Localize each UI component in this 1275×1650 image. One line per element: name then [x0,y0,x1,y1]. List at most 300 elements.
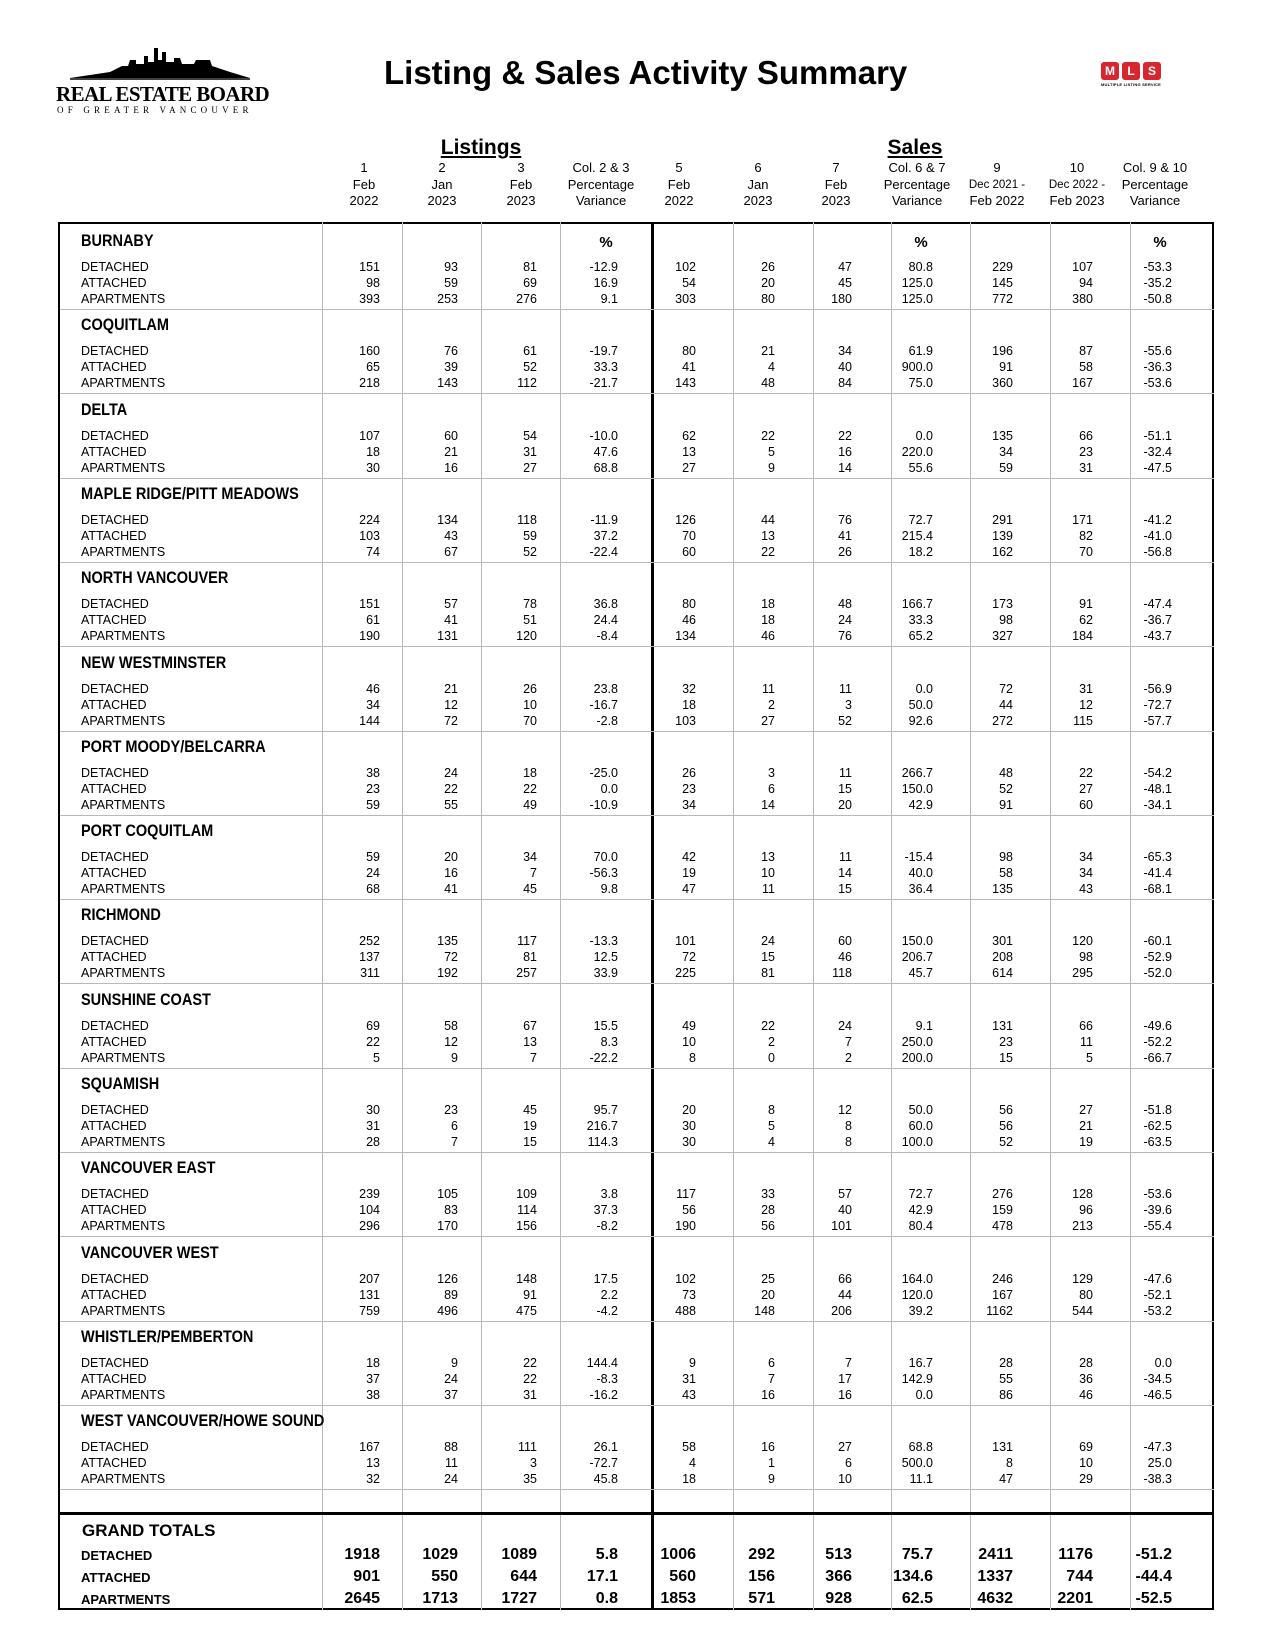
area-separator [60,1405,1214,1406]
table-cell: -11.9 [590,512,618,527]
table-cell: 86 [999,1387,1013,1402]
city-skyline-icon [70,44,250,80]
table-cell: 21 [761,344,775,359]
row-label: ATTACHED [81,360,147,375]
table-cell: 9.8 [600,882,618,897]
table-cell: 126 [437,1271,458,1286]
table-cell: 6 [768,781,775,796]
table-cell: 10 [838,1472,852,1487]
row-label: ATTACHED [81,866,147,881]
table-cell: -2.8 [596,713,618,728]
grand-total-cell: 75.7 [901,1546,933,1563]
table-cell: -48.1 [1143,781,1172,796]
table-cell: 37 [444,1387,458,1402]
column-header-line1: Feb [824,176,848,192]
table-cell: 51 [523,613,537,628]
table-cell: -51.1 [1143,428,1172,443]
area-separator [60,1068,1214,1069]
table-cell: 24 [761,934,775,949]
area-separator [60,646,1214,647]
table-cell: 900.0 [901,360,933,375]
table-cell: -60.1 [1143,934,1172,949]
table-cell: 18 [523,765,537,780]
row-label: APARTMENTS [81,1219,166,1234]
table-cell: 22 [523,781,537,796]
table-cell: 167 [359,1440,380,1455]
row-label: DETACHED [81,1271,149,1286]
table-cell: 41 [682,360,696,375]
grand-total-row-label: DETACHED [81,1548,153,1563]
table-cell: 26 [838,544,852,559]
table-cell: -12.9 [589,260,618,274]
table-cell: 59 [366,797,380,812]
table-cell: -52.2 [1143,1034,1172,1049]
row-label: ATTACHED [81,1119,147,1133]
area-separator [60,815,1214,816]
table-cell: 151 [359,597,380,612]
table-cell: 21 [1079,1119,1093,1133]
table-cell: 22 [838,428,852,443]
table-cell: 28 [1079,1355,1093,1370]
grand-total-cell: 550 [431,1568,458,1585]
column-header-line1: Jan [431,176,453,192]
table-cell: 120.0 [901,1287,933,1302]
table-cell: -22.4 [589,544,618,559]
table-cell: 1 [768,1456,775,1471]
table-cell: 91 [999,360,1013,375]
table-cell: 15 [761,950,775,965]
row-label: ATTACHED [81,697,147,712]
table-cell: 23 [999,1034,1013,1049]
table-cell: 20 [682,1103,696,1117]
table-cell: 296 [359,1219,380,1234]
area-name: VANCOUVER EAST [81,1159,216,1178]
table-cell: 20 [444,850,458,865]
table-cell: 272 [992,713,1013,728]
grand-total-cell: 134.6 [892,1568,933,1585]
table-cell: 135 [992,882,1013,897]
page-title: Listing & Sales Activity Summary [384,54,908,91]
column-header-line2: Variance [575,193,627,208]
table-cell: 80 [761,292,775,306]
table-cell: 39 [444,360,458,375]
table-cell: 14 [838,460,852,475]
column-header [884,160,951,210]
table-cell: 87 [1079,344,1093,359]
table-cell: 4 [689,1456,696,1471]
area-separator [60,983,1214,984]
table-cell: 34 [838,344,852,359]
area-separator [60,899,1214,900]
table-cell: 10 [761,866,775,881]
table-cell: -53.6 [1143,1187,1172,1202]
table-cell: 380 [1072,292,1093,306]
table-cell: 61 [523,344,537,359]
column-header-line2: Feb 2022 [969,193,1025,208]
table-cell: 40 [838,1203,852,1218]
table-cell: 72.7 [908,1187,933,1202]
table-cell: 206.7 [901,950,933,965]
table-cell: 46 [838,950,852,965]
table-cell: 81 [761,966,775,981]
table-cell: 91 [1079,597,1093,612]
table-cell: 22 [523,1371,537,1386]
table-cell: 28 [761,1203,775,1218]
table-cell: 107 [1072,260,1093,274]
table-cell: 18 [682,1472,696,1487]
table-cell: 148 [516,1271,537,1286]
table-cell: 311 [360,966,380,981]
table-cell: 36 [1079,1371,1093,1386]
table-cell: 34 [366,697,380,712]
table-cell: 15 [999,1050,1013,1065]
table-cell: 23 [682,781,696,796]
column-header [568,160,635,210]
table-cell: 31 [523,1387,537,1402]
table-cell: 107 [359,428,380,443]
table-cell: 55.6 [908,460,933,475]
table-cell: 67 [523,1018,537,1033]
table-cell: 120 [516,629,537,644]
table-cell: 103 [675,713,696,728]
table-cell: 23.8 [593,681,618,696]
table-cell: 80 [682,344,696,359]
table-cell: 32 [366,1472,380,1487]
table-cell: -15.4 [904,850,933,865]
row-label: ATTACHED [81,1371,147,1386]
table-cell: -8.3 [596,1371,618,1386]
column-header-line2: 2023 [743,193,773,208]
row-label: ATTACHED [81,1287,147,1302]
table-cell: 68.8 [593,460,618,475]
area-name: NORTH VANCOUVER [81,569,229,588]
area-separator [60,309,1214,310]
table-cell: 60 [1079,797,1093,812]
table-cell: 80 [1079,1287,1093,1302]
table-cell: 9 [689,1355,696,1370]
table-cell: 12 [444,1034,458,1049]
area-name: VANCOUVER WEST [81,1243,219,1262]
table-cell: 24 [444,765,458,780]
table-cell: 16 [761,1387,775,1402]
table-cell: 114 [517,1203,537,1218]
table-cell: 15 [838,882,852,897]
table-cell: 35 [523,1472,537,1487]
table-cell: 0.0 [915,681,933,696]
table-cell: -52.0 [1143,966,1172,981]
column-header-num: Col. 9 & 10 [1122,160,1188,175]
table-cell: -53.3 [1143,260,1172,274]
table-cell: 295 [1072,966,1093,981]
table-cell: 156 [516,1219,537,1234]
grand-total-cell: 1176 [1058,1546,1093,1563]
table-cell: 88 [444,1440,458,1455]
table-cell: 16 [444,866,458,881]
table-cell: 59 [366,850,380,865]
table-cell: 11 [762,681,775,696]
table-cell: 56 [761,1219,775,1234]
table-cell: 60.0 [908,1119,933,1133]
table-cell: 50.0 [908,697,933,712]
table-cell: 9 [768,460,775,475]
grand-total-row-label: APARTMENTS [81,1592,171,1607]
table-cell: 30 [366,1103,380,1117]
table-cell: 9 [451,1355,458,1370]
column-header-line1: Dec 2022 - [1048,178,1106,191]
table-cell: 27 [1079,781,1093,796]
grand-total-cell: 5.8 [595,1546,618,1563]
table-cell: -34.5 [1143,1371,1172,1386]
area-name: MAPLE RIDGE/PITT MEADOWS [81,484,299,503]
column-header [744,160,773,210]
table-cell: 57 [444,597,458,612]
table-cell: 20 [761,276,775,290]
table-cell: -56.9 [1143,681,1172,696]
table-cell: 66 [838,1271,852,1286]
table-cell: 614 [992,966,1013,981]
area-separator [60,1236,1214,1237]
table-cell: 27 [761,713,775,728]
grand-total-cell: 4632 [977,1590,1013,1607]
row-label: ATTACHED [81,1034,147,1049]
mls-letter-l: L [1122,62,1140,80]
table-cell: 27 [682,460,696,475]
table-cell: 54 [682,276,696,290]
row-label: DETACHED [81,597,149,612]
grand-total-cell: 560 [669,1568,696,1585]
table-cell: 18 [366,1355,380,1370]
table-cell: 11.1 [909,1472,933,1487]
column-header [822,160,851,210]
table-cell: 47 [838,260,852,274]
table-cell: 72 [444,713,458,728]
row-label: ATTACHED [81,613,147,628]
table-cell: 14 [761,797,775,812]
table-cell: 27 [1079,1103,1093,1117]
row-label: ATTACHED [81,1203,147,1218]
table-cell: 131 [992,1018,1013,1033]
grand-total-cell: 2645 [344,1590,380,1607]
column-header [969,160,1025,210]
table-cell: 33.3 [908,613,933,628]
table-cell: -65.3 [1143,850,1172,865]
table-cell: 8 [689,1050,696,1065]
table-cell: 15 [523,1135,537,1149]
table-cell: 266.7 [901,765,933,780]
grand-total-cell: 928 [825,1590,852,1607]
table-cell: 16.7 [908,1355,933,1370]
table-cell: 81 [523,950,537,965]
table-cell: 125.0 [901,292,933,306]
area-separator [60,1489,1214,1490]
table-cell: 207 [359,1271,380,1286]
area-name: PORT COQUITLAM [81,822,214,841]
table-cell: 5 [768,1119,775,1133]
table-cell: 360 [992,376,1013,391]
table-cell: 162 [992,544,1013,559]
grand-total-row-label: ATTACHED [81,1570,151,1585]
table-cell: 72 [682,950,696,965]
table-cell: -41.4 [1143,866,1172,881]
table-cell: 2 [845,1050,852,1065]
column-header-line1: Percentage [1121,176,1189,192]
table-cell: 190 [675,1219,696,1234]
table-cell: 135 [437,934,458,949]
table-cell: 60 [838,934,852,949]
table-cell: 143 [675,376,696,391]
table-cell: 84 [838,376,852,391]
table-cell: 276 [516,292,537,306]
table-cell: -49.6 [1143,1018,1172,1033]
table-cell: 13 [682,444,696,459]
table-cell: 70 [682,528,696,543]
column-header-num: 1 [360,160,368,175]
table-cell: 118 [832,966,852,981]
table-cell: 24.4 [593,613,618,628]
table-cell: -55.4 [1143,1219,1172,1234]
table-cell: 18.2 [908,544,933,559]
table-cell: 246 [992,1271,1013,1286]
table-cell: 18 [761,613,775,628]
table-cell: 61.9 [908,344,933,359]
column-header-num: Col. 6 & 7 [888,160,946,175]
table-cell: 120 [1072,934,1093,949]
table-cell: 34 [999,444,1013,459]
table-cell: 34 [682,797,696,812]
table-cell: 129 [1072,1271,1093,1286]
table-cell: 22 [761,428,775,443]
table-cell: -53.6 [1143,376,1172,391]
row-label: APARTMENTS [81,544,166,559]
column-header-num: 9 [993,160,1001,175]
row-label: DETACHED [81,1103,149,1117]
table-cell: -32.4 [1143,444,1172,459]
area-name: NEW WESTMINSTER [81,653,227,672]
table-cell: 20 [838,797,852,812]
table-cell: 34 [523,850,537,865]
table-cell: 95.7 [593,1103,618,1117]
table-cell: 250.0 [901,1034,933,1049]
table-cell: 62 [1079,613,1093,628]
table-cell: 98 [999,850,1013,865]
grand-total-cell: 1337 [977,1568,1013,1585]
table-cell: 69 [366,1018,380,1033]
table-cell: 24 [444,1472,458,1487]
table-cell: 159 [992,1203,1013,1218]
table-cell: 9.1 [600,292,618,306]
row-label: APARTMENTS [81,797,166,812]
column-header-num: 3 [517,160,525,175]
table-cell: 6 [768,1355,775,1370]
table-cell: 150.0 [901,781,933,796]
table-cell: 44 [999,697,1013,712]
table-cell: 117 [676,1187,696,1202]
table-cell: 24 [838,1018,852,1033]
table-cell: 98 [999,613,1013,628]
area-name: WEST VANCOUVER/HOWE SOUND [81,1412,325,1431]
area-name: WHISTLER/PEMBERTON [81,1327,254,1346]
table-cell: -36.7 [1143,613,1172,628]
table-cell: 496 [437,1303,458,1318]
table-cell: 200.0 [901,1050,933,1065]
table-cell: 65 [366,360,380,375]
column-header-line1: Feb [509,176,533,192]
table-cell: 6 [845,1456,852,1471]
area-separator [60,393,1214,394]
table-cell: 96 [1079,1203,1093,1218]
table-cell: 109 [516,1187,537,1202]
table-cell: -66.7 [1143,1050,1172,1065]
table-cell: 70 [523,713,537,728]
table-cell: 40 [838,360,852,375]
grand-total-cell: 744 [1066,1568,1093,1585]
grand-total-cell: 156 [748,1568,775,1585]
table-cell: 393 [359,292,380,306]
table-cell: 101 [675,934,696,949]
table-cell: 131 [992,1440,1013,1455]
table-cell: 257 [516,966,537,981]
table-cell: 14 [838,866,852,881]
table-cell: 59 [523,528,537,543]
table-cell: -8.2 [596,1219,618,1234]
table-cell: 29 [1079,1472,1093,1487]
area-separator [60,478,1214,479]
grand-total-cell: 1029 [422,1546,458,1563]
table-cell: 22 [523,1355,537,1370]
table-cell: 69 [523,276,537,290]
table-cell: 9 [768,1472,775,1487]
table-cell: 56 [682,1203,696,1218]
table-cell: -52.1 [1143,1287,1172,1302]
table-cell: 11 [839,681,852,696]
column-header-line2: Variance [1129,193,1181,208]
table-cell: 80.4 [908,1219,933,1234]
table-cell: 41 [444,882,458,897]
column-header-num: 6 [754,160,762,175]
table-cell: -68.1 [1143,882,1172,897]
table-cell: 28 [366,1135,380,1149]
table-cell: 213 [1072,1219,1093,1234]
column-header-line2: 2023 [506,193,536,208]
table-cell: 33.9 [593,966,618,981]
column-header-line2: 2022 [664,193,694,208]
table-cell: 46 [761,629,775,644]
table-cell: 55 [444,797,458,812]
grand-total-cell: -51.2 [1135,1546,1172,1563]
row-label: DETACHED [81,1018,149,1033]
table-cell: 43 [444,528,458,543]
table-cell: 78 [523,597,537,612]
table-cell: 92.6 [908,713,933,728]
table-cell: 9.1 [915,1018,933,1033]
table-cell: 26 [523,681,537,696]
table-cell: 11 [839,765,852,780]
table-cell: 80.8 [908,260,933,274]
table-cell: 544 [1072,1303,1093,1318]
table-cell: 45 [523,1103,537,1117]
table-cell: 5 [373,1050,380,1065]
grand-total-cell: 1853 [660,1590,696,1607]
row-label: APARTMENTS [81,460,166,475]
listings-group-heading: Listings [440,136,522,159]
area-separator [60,731,1214,732]
row-label: DETACHED [81,1187,149,1202]
table-cell: -50.8 [1143,292,1172,306]
table-cell: 58 [1079,360,1093,375]
column-header-line1: Feb [667,176,691,192]
table-cell: -72.7 [1143,697,1172,712]
table-cell: 76 [838,512,852,527]
